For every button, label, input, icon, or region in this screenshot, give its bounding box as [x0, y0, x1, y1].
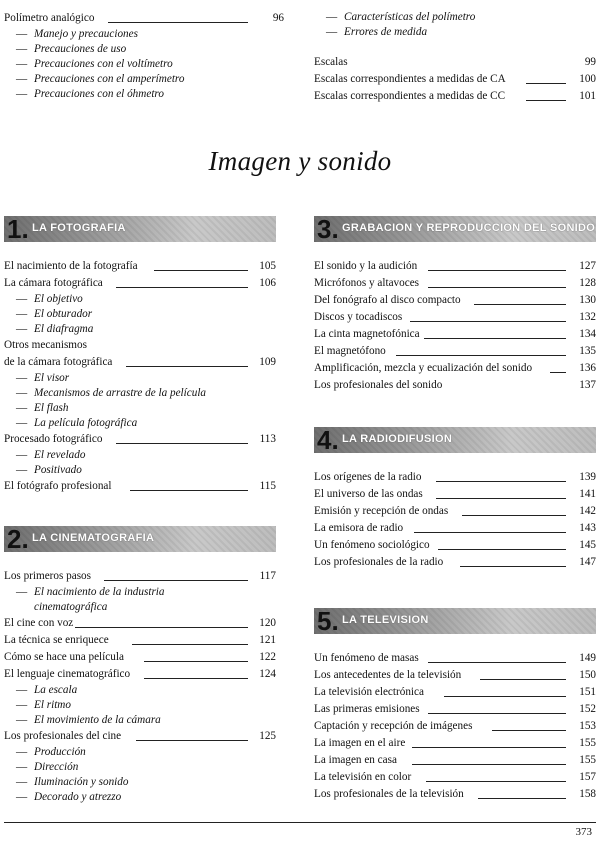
- entry-page: 120: [259, 615, 276, 632]
- leader-line: [428, 713, 566, 714]
- section-number: 4.: [317, 425, 339, 455]
- entry-page: 132: [579, 309, 596, 326]
- toc-entry[interactable]: [314, 326, 596, 343]
- toc-subentry: — Producción: [16, 746, 86, 758]
- entry-page: 147: [579, 554, 596, 571]
- leader-line: [144, 678, 248, 679]
- toc-entry[interactable]: [314, 469, 596, 486]
- entry-page: 151: [579, 684, 596, 701]
- toc-entry[interactable]: [314, 258, 596, 275]
- entry-title: El nacimiento de la fotografía: [4, 260, 138, 272]
- entry-title: Micrófonos y altavoces: [314, 277, 420, 289]
- entry-page: 137: [579, 377, 596, 394]
- leader-line: [144, 661, 248, 662]
- toc-entry[interactable]: [314, 360, 596, 377]
- entry-page: 105: [259, 258, 276, 275]
- toc-subentry: — La escala: [16, 684, 78, 696]
- top-right-column: [314, 10, 596, 105]
- entry-page: 142: [579, 503, 596, 520]
- toc-subentry: — Precauciones con el amperímetro: [16, 73, 185, 85]
- entry-title: Los profesionales de la radio: [314, 556, 444, 568]
- leader-line: [526, 100, 566, 101]
- entry-title: El lenguaje cinematográfico: [4, 668, 131, 680]
- leader-line: [428, 287, 566, 288]
- entry-page: 155: [579, 735, 596, 752]
- entry-page: 152: [579, 701, 596, 718]
- top-left-column: [4, 10, 284, 102]
- entry-page: 96: [273, 10, 284, 27]
- toc-entry[interactable]: [314, 769, 596, 786]
- section-heading: LA CINEMATOGRAFIA: [32, 532, 155, 544]
- toc-entry[interactable]: [314, 735, 596, 752]
- entry-page: 143: [579, 520, 596, 537]
- entry-title: La cámara fotográfica: [4, 277, 103, 289]
- toc-entry[interactable]: [314, 343, 596, 360]
- entry-page: 109: [259, 354, 276, 371]
- toc-entry[interactable]: [314, 537, 596, 554]
- entry-title: Un fenómeno de masas: [314, 652, 419, 664]
- entry-title: La emisora de radio: [314, 522, 404, 534]
- entry-page: 106: [259, 275, 276, 292]
- leader-line: [126, 366, 248, 367]
- leader-line: [412, 747, 566, 748]
- section-heading: LA TELEVISION: [342, 614, 429, 626]
- section-number: 3.: [317, 214, 339, 244]
- entry-title: Captación y recepción de imágenes: [314, 720, 473, 732]
- entry-title: La televisión electrónica: [314, 686, 424, 698]
- leader-line: [444, 696, 566, 697]
- toc-entry[interactable]: [4, 354, 276, 371]
- toc-subentry: — El ritmo: [16, 699, 71, 711]
- section-banner: [314, 608, 596, 634]
- entry-page: 136: [579, 360, 596, 377]
- toc-entry[interactable]: [314, 309, 596, 326]
- entry-page: 145: [579, 537, 596, 554]
- entry-page: 141: [579, 486, 596, 503]
- entry-title: Del fonógrafo al disco compacto: [314, 294, 461, 306]
- entry-title-line: Otros mecanismos: [4, 339, 87, 351]
- section-banner: [4, 216, 276, 242]
- leader-line: [426, 781, 566, 782]
- leader-line: [492, 730, 566, 731]
- leader-line: [116, 443, 248, 444]
- toc-entry[interactable]: [4, 258, 276, 275]
- toc-entry[interactable]: [314, 752, 596, 769]
- entry-page: 100: [579, 71, 596, 88]
- toc-entry[interactable]: [314, 520, 596, 537]
- entry-title: Un fenómeno sociológico: [314, 539, 430, 551]
- leader-line: [132, 644, 248, 645]
- entry-title: Los antecedentes de la televisión: [314, 669, 462, 681]
- entry-page: 122: [259, 649, 276, 666]
- entry-title: Emisión y recepción de ondas: [314, 505, 449, 517]
- toc-entry[interactable]: [4, 478, 276, 495]
- section-2: [4, 526, 276, 805]
- entry-page: 125: [259, 728, 276, 745]
- section-heading: LA FOTOGRAFIA: [32, 222, 126, 234]
- entry-title: Los profesionales del cine: [4, 730, 122, 742]
- leader-line: [480, 679, 566, 680]
- leader-line: [412, 764, 566, 765]
- footer-rule: [4, 822, 596, 823]
- section-number: 1.: [7, 214, 29, 244]
- toc-subentry: — Mecanismos de arrastre de la película: [16, 387, 207, 399]
- entry-title: Discos y tocadiscos: [314, 311, 403, 323]
- entry-title: Procesado fotográfico: [4, 433, 103, 445]
- entry-title: La imagen en el aire: [314, 737, 406, 749]
- entry-title: Los orígenes de la radio: [314, 471, 422, 483]
- toc-entry[interactable]: [4, 632, 276, 649]
- entry-title: Las primeras emisiones: [314, 703, 420, 715]
- section-heading: LA RADIODIFUSION: [342, 433, 453, 445]
- entry-title: La cinta magnetofónica: [314, 328, 420, 340]
- leader-line: [428, 662, 566, 663]
- entry-page: 153: [579, 718, 596, 735]
- section-banner: [314, 427, 596, 453]
- leader-line: [136, 740, 248, 741]
- toc-subentry: — El revelado: [16, 449, 86, 461]
- toc-subentry: — El nacimiento de la industria: [16, 586, 165, 598]
- entry-title: La técnica se enriquece: [4, 634, 109, 646]
- entry-page: 149: [579, 650, 596, 667]
- toc-entry[interactable]: [314, 701, 596, 718]
- entry-page: 155: [579, 752, 596, 769]
- entry-title: El magnetófono: [314, 345, 386, 357]
- toc-entry[interactable]: [314, 650, 596, 667]
- toc-entry[interactable]: [314, 275, 596, 292]
- leader-line: [474, 304, 566, 305]
- toc-subentry: — Iluminación y sonido: [16, 776, 129, 788]
- leader-line: [104, 580, 248, 581]
- toc-subentry: — Decorado y atrezzo: [16, 791, 122, 803]
- toc-subentry: — Precauciones con el voltímetro: [16, 58, 173, 70]
- entry-title: Polímetro analógico: [4, 12, 95, 24]
- toc-subentry: — Precauciones con el óhmetro: [16, 88, 164, 100]
- toc-entry[interactable]: [314, 71, 596, 88]
- section-number: 2.: [7, 524, 29, 554]
- toc-entry[interactable]: [4, 649, 276, 666]
- section-heading: GRABACION Y REPRODUCCION DEL SONIDO: [342, 222, 596, 234]
- entry-title: Escalas correspondientes a medidas de CC: [314, 90, 506, 102]
- toc-subentry: — Precauciones de uso: [16, 43, 127, 55]
- section-banner: [314, 216, 596, 242]
- entry-title: de la cámara fotográfica: [4, 356, 113, 368]
- leader-line: [414, 532, 566, 533]
- toc-subentry: — Positivado: [16, 464, 82, 476]
- leader-line: [424, 338, 566, 339]
- toc-entry[interactable]: [314, 718, 596, 735]
- toc-entry[interactable]: [4, 615, 276, 632]
- leader-line: [396, 355, 566, 356]
- entry-page: 139: [579, 469, 596, 486]
- entry-page: 124: [259, 666, 276, 683]
- entry-page: 130: [579, 292, 596, 309]
- toc-subentry: — La película fotográfica: [16, 417, 138, 429]
- entry-page: 113: [260, 431, 276, 448]
- entry-title: Los primeros pasos: [4, 570, 92, 582]
- entry-page: 150: [579, 667, 596, 684]
- leader-line: [130, 490, 248, 491]
- entry-title: El sonido y la audición: [314, 260, 418, 272]
- toc-subentry: — El flash: [16, 402, 69, 414]
- toc-entry[interactable]: [4, 666, 276, 683]
- toc-subentry: — El visor: [16, 372, 70, 384]
- leader-line: [436, 481, 566, 482]
- entry-page: 128: [579, 275, 596, 292]
- entry-page: 135: [579, 343, 596, 360]
- toc-entry[interactable]: [314, 486, 596, 503]
- entry-title: La imagen en casa: [314, 754, 397, 766]
- toc-entry[interactable]: [4, 431, 276, 448]
- entry-title: Escalas: [314, 56, 348, 68]
- toc-subentry: — Dirección: [16, 761, 79, 773]
- entry-title: La televisión en color: [314, 771, 412, 783]
- toc-entry[interactable]: [314, 292, 596, 309]
- leader-line: [460, 566, 566, 567]
- entry-title: El fotógrafo profesional: [4, 480, 112, 492]
- entry-page: 101: [579, 88, 596, 105]
- toc-entry[interactable]: [314, 786, 596, 803]
- entry-page: 121: [259, 632, 276, 649]
- leader-line: [154, 270, 248, 271]
- toc-entry[interactable]: [314, 88, 596, 105]
- section-number: 5.: [317, 606, 339, 636]
- entry-page: 127: [579, 258, 596, 275]
- entry-title: Los profesionales de la televisión: [314, 788, 464, 800]
- toc-entry[interactable]: [4, 275, 276, 292]
- toc-entry[interactable]: [314, 667, 596, 684]
- leader-line: [550, 372, 566, 373]
- section-1: [4, 216, 276, 495]
- section-title: Imagen y sonido: [208, 146, 392, 176]
- toc-subentry: — El diafragma: [16, 323, 94, 335]
- toc-subentry: — Manejo y precauciones: [16, 28, 138, 40]
- entry-page: 134: [579, 326, 596, 343]
- toc-entry[interactable]: [4, 568, 276, 585]
- entry-page: 99: [585, 54, 596, 71]
- entry-title: Amplificación, mezcla y ecualización del sonido: [314, 362, 533, 374]
- toc-subentry: — El movimiento de la cámara: [16, 714, 161, 726]
- entry-title: Cómo se hace una película: [4, 651, 124, 663]
- toc-entry[interactable]: [4, 728, 276, 745]
- toc-subentry: — El obturador: [16, 308, 93, 320]
- toc-entry[interactable]: [314, 377, 596, 394]
- section-5: [314, 608, 596, 803]
- entry-page: 158: [579, 786, 596, 803]
- toc-subentry: — Características del polímetro: [326, 11, 476, 23]
- leader-line: [428, 270, 566, 271]
- section-banner: [4, 526, 276, 552]
- leader-line: [108, 22, 248, 23]
- entry-page: 117: [260, 568, 276, 585]
- leader-line: [438, 549, 566, 550]
- leader-line: [462, 515, 566, 516]
- page-number: 373: [575, 826, 592, 838]
- toc-subentry: — El objetivo: [16, 293, 83, 305]
- entry-title: El universo de las ondas: [314, 488, 423, 500]
- leader-line: [410, 321, 566, 322]
- section-3: [314, 216, 596, 394]
- toc-entry[interactable]: [314, 684, 596, 701]
- toc-subentry-cont: cinematográfica: [34, 601, 108, 613]
- entry-title: Los profesionales del sonido: [314, 379, 443, 391]
- leader-line: [526, 83, 566, 84]
- section-4: [314, 427, 596, 571]
- toc-entry[interactable]: [314, 503, 596, 520]
- entry-title: El cine con voz: [4, 617, 74, 629]
- entry-page: 115: [260, 478, 276, 495]
- toc-entry[interactable]: [314, 554, 596, 571]
- leader-line: [74, 627, 248, 628]
- toc-subentry: — Errores de medida: [326, 26, 428, 38]
- toc-entry[interactable]: [4, 10, 284, 27]
- toc-entry[interactable]: [314, 54, 596, 71]
- entry-title: Escalas correspondientes a medidas de CA: [314, 73, 506, 85]
- leader-line: [478, 798, 566, 799]
- leader-line: [436, 498, 566, 499]
- leader-line: [116, 287, 248, 288]
- entry-page: 157: [579, 769, 596, 786]
